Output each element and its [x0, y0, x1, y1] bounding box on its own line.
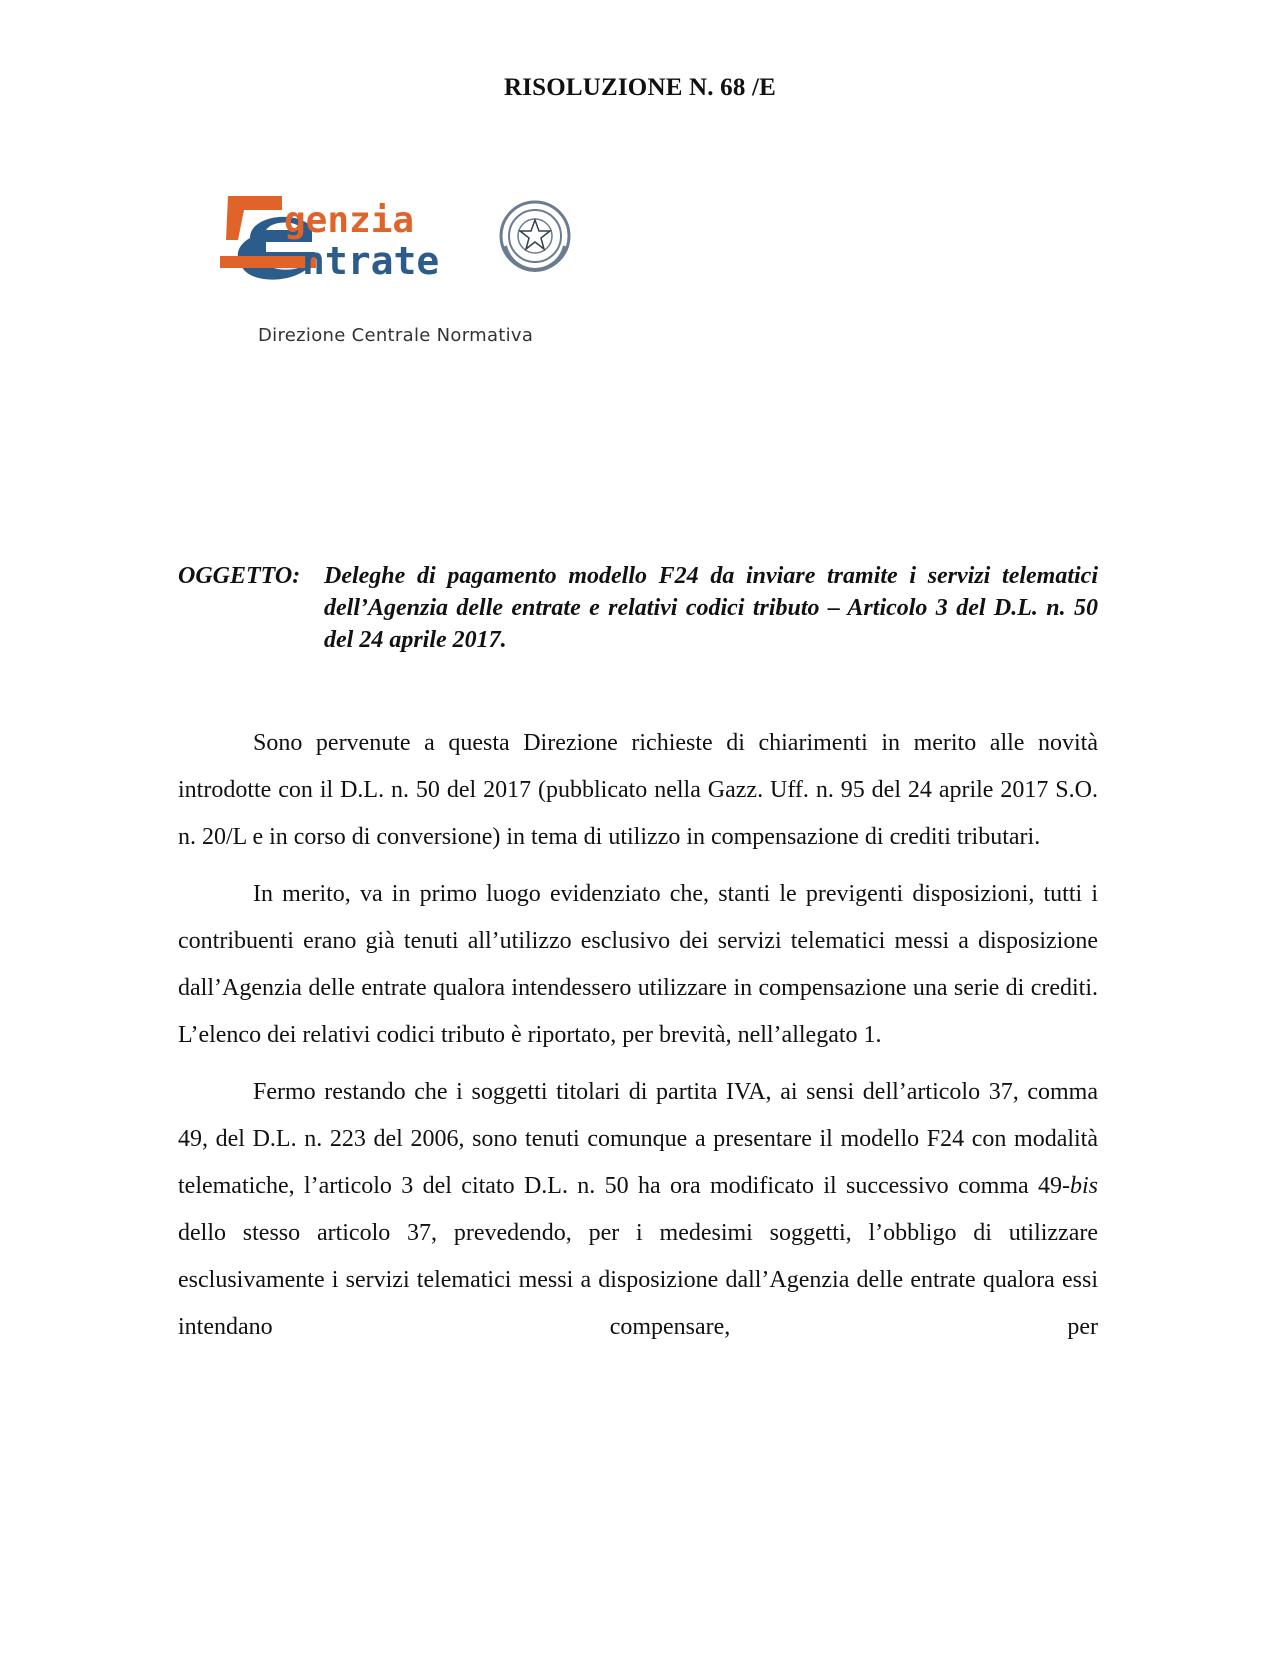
logo-word-ntrate: ntrate: [302, 239, 440, 283]
department-name: Direzione Centrale Normativa: [258, 325, 534, 346]
italian-republic-emblem-icon: [501, 202, 569, 270]
paragraph-2: In merito, va in primo luogo evidenziato che, stanti le previgenti disposizioni, tutti i contribuenti erano già tenuti all’utilizzo esclusivo dei servizi telematici messi a disposizione dall’Agenzia delle entrate qualora intendessero utilizzare in compensazione una serie di crediti. L’elenco dei relativi codici tributo è riportato, per brevità, nell’allegato 1.: [178, 881, 1098, 1048]
paragraph-3-part-2: dello stesso articolo 37, prevedendo, per i medesimi soggetti, l’obbligo di utilizzare esclusivamente i servizi telematici messi a disposizione dall’Agenzia delle entrate qualora essi intendano compensare, per: [178, 1220, 1098, 1340]
paragraph-3-part-1: Fermo restando che i soggetti titolari di partita IVA, ai sensi dell’articolo 37, comma 49, del D.L. n. 223 del 2006, sono tenuti comunque a presentare il modello F24 con modalità telematiche, l’articolo 3 del citato D.L. n. 50 ha ora modificato il successivo comma 49-: [178, 1079, 1098, 1199]
subject-label: OGGETTO:: [178, 563, 301, 589]
subject-text: Deleghe di pagamento modello F24 da inviare tramite i servizi telematici dell’Agenzia delle entrate e relativi codici tributo – Articolo 3 del D.L. n. 50 del 24 aprile 2017.: [324, 563, 1098, 653]
agenzia-entrate-logo: [220, 196, 590, 296]
paragraph-1: Sono pervenute a questa Direzione richieste di chiarimenti in merito alle novità introdotte con il D.L. n. 50 del 2017 (pubblicato nella Gazz. Uff. n. 95 del 24 aprile 2017 S.O. n. 20/L e in corso di conversione) in tema di utilizzo in compensazione di crediti tributari.: [178, 730, 1098, 850]
subject-block: [178, 560, 1098, 656]
paragraph-3: [178, 1069, 1098, 1351]
paragraph-3-italic: bis: [1069, 1173, 1098, 1199]
document-body: [178, 720, 1098, 1361]
logo-word-genzia: genzia: [284, 200, 415, 241]
document-title: RISOLUZIONE N. 68 /E: [503, 74, 777, 101]
